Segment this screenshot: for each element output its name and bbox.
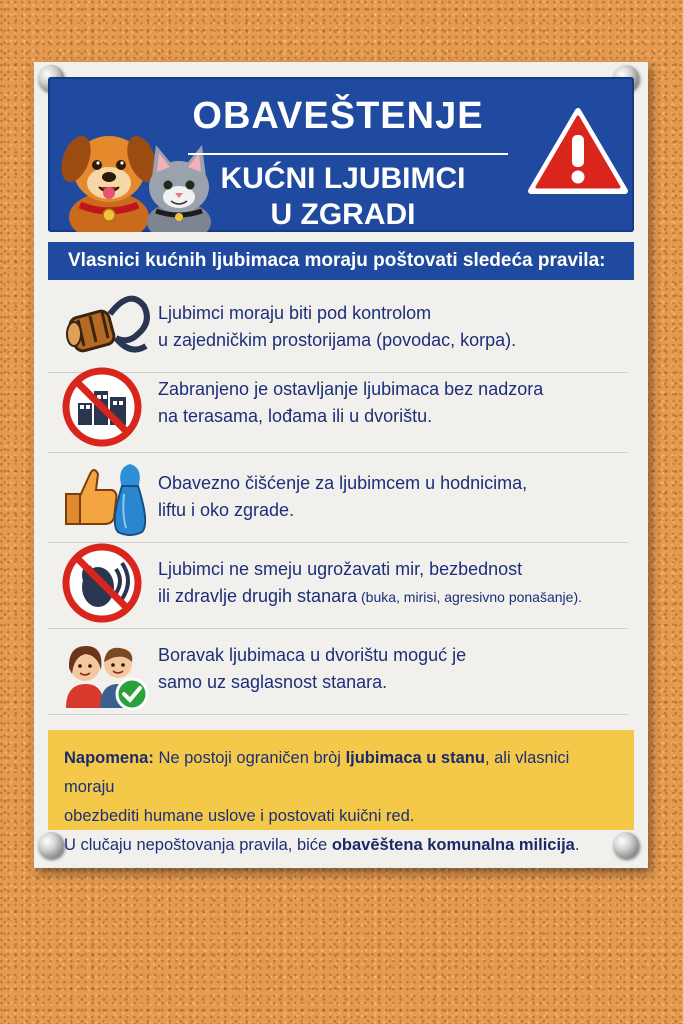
subtitle-line: KUĆNI LJUBIMCI (220, 162, 466, 195)
note-text: U clučaju nepoštovanja pravila, biće (64, 836, 332, 854)
subtitle-line: U ZGRADI (270, 198, 416, 231)
notice-paper (34, 62, 648, 868)
note-line (64, 744, 618, 802)
no-noise-icon (60, 541, 150, 625)
rule-line: Ljubimci ne smeju ugrožavati mir, bezbednost (158, 559, 523, 579)
page-subtitle (178, 161, 508, 233)
rule-line: na terasama, lođama ili u dvorištu. (158, 406, 433, 426)
rule-line: Obavezno čišćenje za ljubimcem u hodnicima, (158, 473, 528, 493)
rule-item (48, 624, 628, 715)
rules-intro: Vlasnici kućnih ljubimaca moraju poštovati sledeća pravila: (48, 242, 634, 280)
note-box (48, 730, 634, 854)
rule-text (158, 556, 582, 611)
rule-text (158, 470, 527, 524)
page-title: OBAVEŠTENJE (192, 95, 484, 137)
no-building-icon (60, 365, 150, 449)
rule-line: samo uz saglasnost stanara. (158, 672, 388, 692)
note-text: . (574, 836, 580, 854)
rule-line-detail: (buka, mirisi, agresivno ponašanje). (357, 589, 582, 605)
note-line (64, 831, 618, 860)
rule-text (158, 642, 466, 696)
note-text: , ali vlasnici moraju (64, 749, 570, 796)
rule-item (48, 282, 628, 373)
rule-text (158, 376, 543, 430)
rule-line: liftu i oko zgrade. (158, 500, 295, 520)
note-emphasis: obavēštena komunalna milicija (331, 836, 575, 854)
leash-muzzle-icon (60, 286, 150, 370)
residents-approval-icon (60, 628, 150, 712)
rule-line: Ljubimci moraju biti pod kontrolom (158, 303, 432, 323)
thumbs-up-waste-bag-icon (60, 454, 150, 538)
note-text: Ne postoji ograničen bròj (153, 749, 346, 767)
rule-item (48, 362, 628, 453)
note-emphasis: ljubimaca u stanu (345, 749, 485, 767)
warning-icon (528, 107, 628, 195)
note-label: Napomena: (64, 749, 154, 767)
rule-line: u zajedničkim prostorijama (povodac, korpa). (158, 330, 517, 350)
rule-line: Boravak ljubimaca u dvorištu moguć je (158, 645, 467, 665)
rule-item (48, 538, 628, 629)
rule-line (158, 583, 582, 611)
notice-header (48, 77, 634, 232)
rule-line-main: ili zdravlje drugih stanara (158, 586, 358, 606)
title-divider (188, 153, 508, 155)
rule-item (48, 452, 628, 543)
rule-line: Zabranjeno je ostavljanje ljubimaca bez nadzora (158, 379, 544, 399)
note-line: obezbediti humane uslove i postovati kuični red. (64, 807, 415, 825)
pin-icon (38, 832, 64, 858)
rule-text (158, 300, 516, 354)
